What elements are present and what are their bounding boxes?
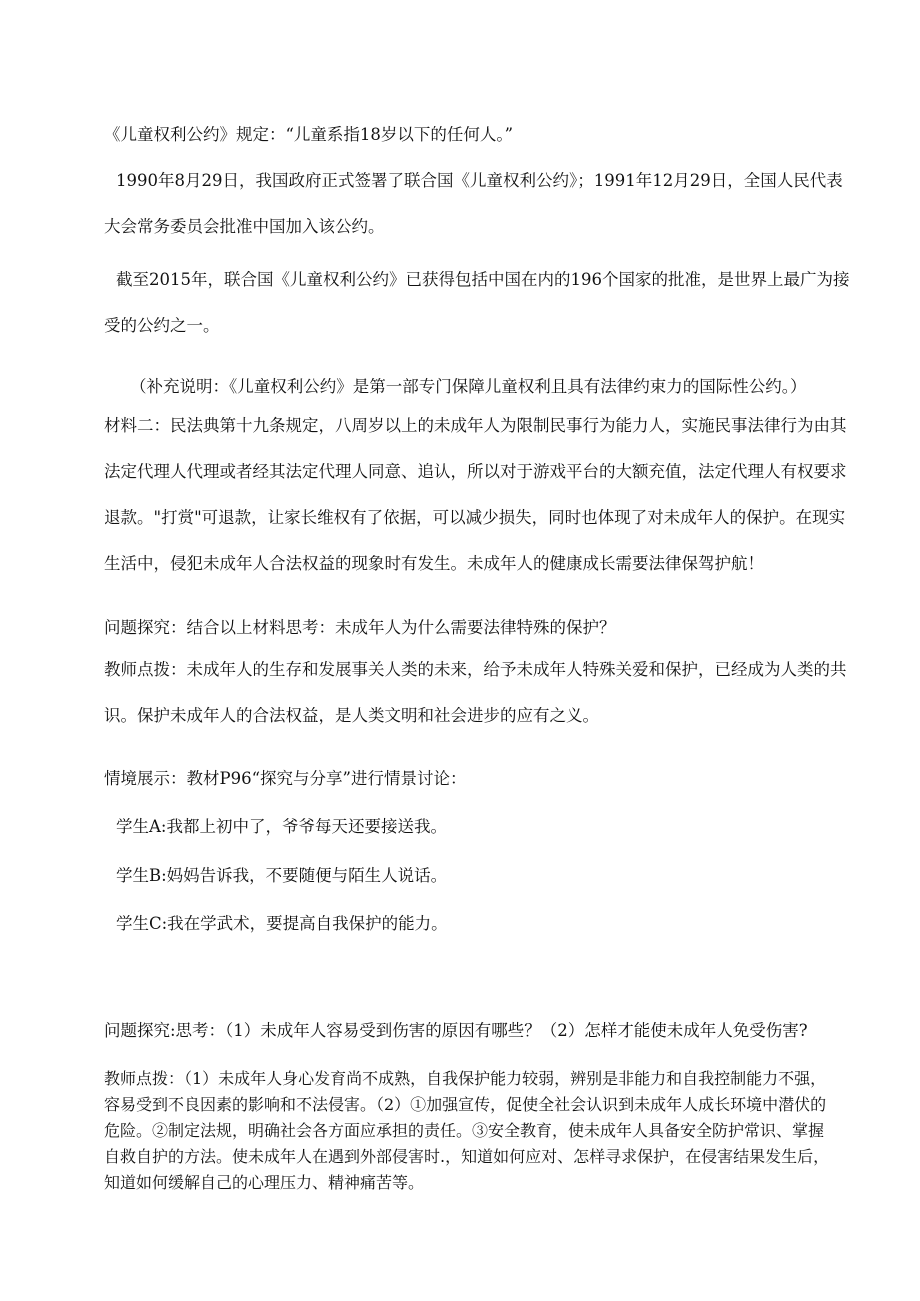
teacher-guidance-one: 教师点拨：未成年人的生存和发展事关人类的未来，给予未成年人特殊关爱和保护，已经成为人类的共识。保护未成年人的合法权益，是人类文明和社会进步的应有之义。: [104, 660, 847, 725]
material-two-paragraph: 材料二：民法典第十九条规定，八周岁以上的未成年人为限制民事行为能力人，实施民事法律行为由其法定代理人代理或者经其法定代理人同意、追认，所以对于游戏平台的大额充值，法定代理人有权要求退款。"打赏"可退款，让家长维权有了依据，可以减少损失，同时也体现了对未成年人的保护。在现实生活中，侵犯未成年人合法权益的现象时有发生。未成年人的健康成长需要法律保驾护航！: [104, 416, 847, 573]
supplement-note: （补充说明：《儿童权利公约》是第一部专门保障儿童权利且具有法律约束力的国际性公约。）: [130, 377, 807, 396]
student-a: 学生A:我都上初中了，爷爷每天还要接送我。: [116, 817, 447, 836]
signing-paragraph: 1990年8月29日，我国政府正式签署了联合国《儿童权利公约》；1991年12月29日，全国人民代表大会常务委员会批准中国加入该公约。: [104, 171, 843, 236]
student-b: 学生B:妈妈告诉我，不要随便与陌生人说话。: [116, 866, 448, 885]
question-one: 问题探究：结合以上材料思考：未成年人为什么需要法律特殊的保护？: [104, 618, 616, 637]
teacher-guidance-two: 教师点拨：（1）未成年人身心发育尚不成熟，自我保护能力较弱，辨别是非能力和自我控制能力不强，容易受到不良因素的影响和不法侵害。（2）①加强宣传，促使全社会认识到未成年人成长环境中潜伏的危险。②制定法规，明确社会各方面应承担的责任。③安全教育，使未成年人具备安全防护常识、掌握自救自护的方法。使未成年人在遇到外部侵害时.，知道如何应对、怎样寻求保护，在侵害结果发生后，知道如何缓解自己的心理压力、精神痛苦等。: [104, 1069, 830, 1192]
student-c: 学生C:我在学武术，要提高自我保护的能力。: [116, 914, 448, 933]
ratification-paragraph: 截至2015年，联合国《儿童权利公约》已获得包括中国在内的196个国家的批准，是世界上最广为接受的公约之一。: [104, 270, 850, 335]
question-two: 问题探究:思考：（1）未成年人容易受到伤害的原因有哪些？（2）怎样才能使未成年人免受伤害?: [104, 1021, 808, 1040]
scenario-heading: 情境展示：教材P96“探究与分享”进行情景讨论：: [104, 769, 467, 788]
convention-definition: 《儿童权利公约》规定：“儿童系指18岁以下的任何人。”: [104, 125, 514, 144]
